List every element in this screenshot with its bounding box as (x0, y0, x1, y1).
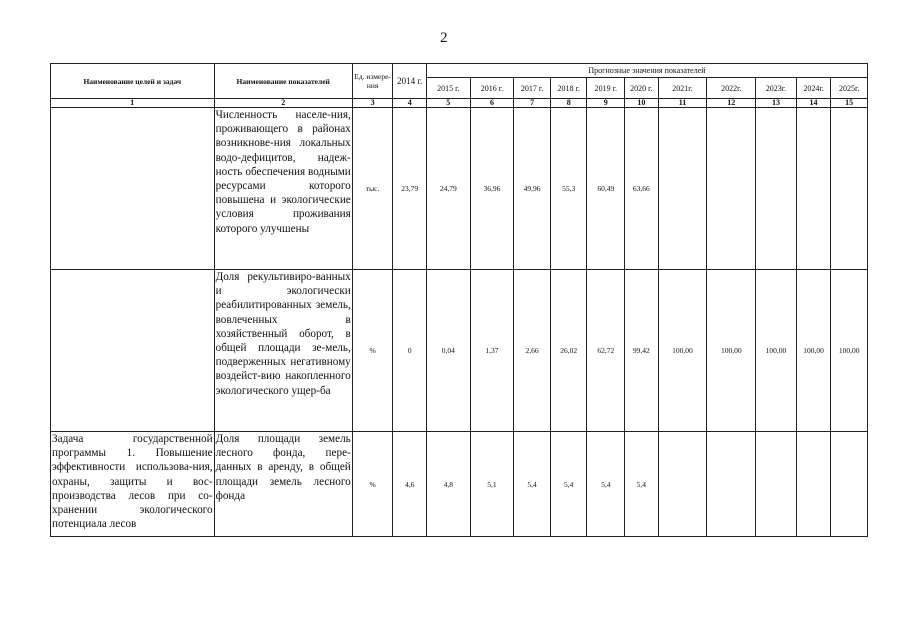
unit-cell: % (352, 432, 393, 537)
value-2014-cell: 4,6 (393, 432, 427, 537)
value-cell: 49,96 (514, 108, 551, 270)
value-cell (707, 108, 756, 270)
header-year: 2015 г. (426, 78, 470, 99)
value-cell: 100,00 (796, 270, 831, 432)
value-cell: 4,8 (426, 432, 470, 537)
table-row (51, 432, 868, 537)
header-year: 2023г. (756, 78, 797, 99)
value-cell (756, 432, 797, 537)
header-year: 2025г. (831, 78, 868, 99)
value-cell (658, 432, 707, 537)
value-cell: 62,72 (587, 270, 625, 432)
header-year: 2018 г. (550, 78, 587, 99)
value-cell: 5,1 (470, 432, 514, 537)
value-cell: 100,00 (658, 270, 707, 432)
value-cell: 99,42 (625, 270, 659, 432)
column-number: 2 (214, 99, 352, 108)
table-row (51, 270, 868, 432)
value-cell (756, 108, 797, 270)
value-2014-cell: 0 (393, 270, 427, 432)
value-cell: 36,96 (470, 108, 514, 270)
header-year-2014: 2014 г. (393, 64, 427, 99)
value-cell: 100,00 (831, 270, 868, 432)
value-cell (831, 108, 868, 270)
header-year: 2019 г. (587, 78, 625, 99)
page-number: 2 (440, 30, 448, 46)
value-cell: 5,4 (625, 432, 659, 537)
value-cell (658, 108, 707, 270)
task-cell (51, 108, 215, 270)
value-2014-cell: 23,79 (393, 108, 427, 270)
unit-cell: % (352, 270, 393, 432)
column-number: 10 (625, 99, 659, 108)
table-row (51, 108, 868, 270)
task-cell (51, 270, 215, 432)
header-forecast: Прогнозные значения показателей (426, 64, 867, 78)
column-number: 13 (756, 99, 797, 108)
column-number: 11 (658, 99, 707, 108)
column-number: 7 (514, 99, 551, 108)
header-year: 2016 г. (470, 78, 514, 99)
column-number: 3 (352, 99, 393, 108)
value-cell: 60,49 (587, 108, 625, 270)
unit-cell: тыс. (352, 108, 393, 270)
header-year: 2022г. (707, 78, 756, 99)
value-cell: 5,4 (550, 432, 587, 537)
value-cell (831, 432, 868, 537)
value-cell: 63,66 (625, 108, 659, 270)
value-cell: 1,37 (470, 270, 514, 432)
column-number: 9 (587, 99, 625, 108)
value-cell: 55,3 (550, 108, 587, 270)
column-number: 14 (796, 99, 831, 108)
value-cell: 100,00 (756, 270, 797, 432)
header-indicators: Наименование показателей (214, 64, 352, 99)
indicators-table (50, 63, 868, 537)
header-year: 2021г. (658, 78, 707, 99)
column-number: 6 (470, 99, 514, 108)
indicator-cell: Численность населе-ния, проживающего в районах возникнове-ния локальных водо-дефицитов, надеж-ность обеспечения водными ресурсами которого повышена и экологические условия проживания которого улучшены (214, 108, 352, 270)
column-number: 5 (426, 99, 470, 108)
header-year: 2020 г. (625, 78, 659, 99)
column-number: 1 (51, 99, 215, 108)
column-number: 4 (393, 99, 427, 108)
value-cell: 2,66 (514, 270, 551, 432)
column-number: 12 (707, 99, 756, 108)
value-cell: 0,04 (426, 270, 470, 432)
header-year: 2024г. (796, 78, 831, 99)
indicator-cell: Доля рекультивиро-ванных и экологически реабилитированных земель, вовлеченных в хозяйственный оборот, в общей площади зе-мель, подверженных негативному воздейст-вию накопленного экологического ущер-ба (214, 270, 352, 432)
task-cell: Задача государственной программы 1. Повышение эффективности использова-ния, охраны, защиты и вос-производства лесов при со-хранении экологического потенциала лесов (51, 432, 215, 537)
column-number: 15 (831, 99, 868, 108)
header-units: Ед. измере-ния (352, 64, 393, 99)
value-cell: 5,4 (587, 432, 625, 537)
value-cell (796, 108, 831, 270)
value-cell: 26,02 (550, 270, 587, 432)
value-cell: 5,4 (514, 432, 551, 537)
value-cell (707, 432, 756, 537)
indicator-cell: Доля площади земель лесного фонда, пере-данных в аренду, в общей площади земель лесного фонда (214, 432, 352, 537)
column-number: 8 (550, 99, 587, 108)
value-cell: 24,79 (426, 108, 470, 270)
value-cell: 100,00 (707, 270, 756, 432)
value-cell (796, 432, 831, 537)
header-goals-tasks: Наименование целей и задач (51, 64, 215, 99)
header-year: 2017 г. (514, 78, 551, 99)
